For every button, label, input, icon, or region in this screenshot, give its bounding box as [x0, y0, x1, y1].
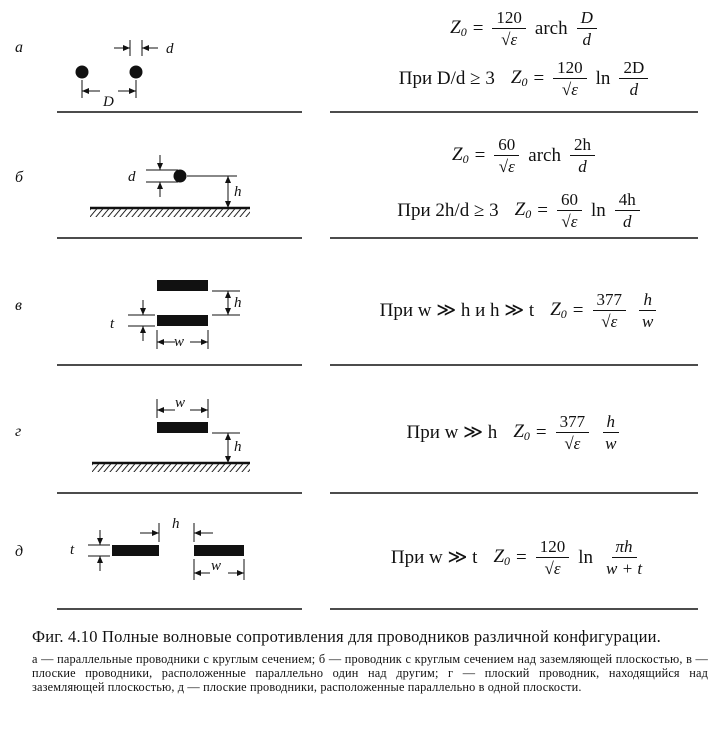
dim-label-D: D [103, 94, 114, 110]
equals-sign: = [516, 546, 527, 568]
row-separators [57, 112, 698, 609]
round-conductor-left [76, 66, 89, 79]
fraction: $\frac{2D}{d}$ [619, 58, 648, 99]
dim-label-w: w [211, 558, 222, 574]
ground-plane-hatch [90, 208, 250, 217]
equals-sign: = [533, 67, 545, 89]
equals-sign: = [572, 299, 584, 321]
formula-line [350, 412, 680, 453]
formula-line [340, 58, 710, 99]
formula-line [335, 190, 705, 231]
ground-plane-hatch [92, 463, 250, 472]
fraction: $\frac{120}{√\varepsilon}$ [492, 8, 526, 49]
equals-sign: = [472, 17, 484, 39]
impedance-symbol: $Z_0$ [514, 199, 532, 221]
condition-text: При D/d ≥ 3 [398, 67, 495, 89]
formula-line [360, 8, 690, 49]
dim-label-h: h [234, 439, 242, 455]
diagram-v [15, 280, 242, 350]
function-name: ln [590, 199, 606, 221]
formula-line [335, 290, 705, 331]
flat-conductor-left [112, 545, 159, 556]
impedance-symbol: $Z_0$ [550, 299, 567, 321]
impedance-symbol: $Z_0$ [510, 67, 528, 89]
dim-label-d: d [128, 169, 136, 185]
dim-label-d: d [166, 41, 174, 57]
caption-text: а — параллельные проводники с круглым сечением; б — проводник с круглым сечением над заземляющей плоскостью, в — плоские проводники, расположенные параллельно один над другим; г — плоский проводник, находящийся над заземляющей плоскостью, д — плоские проводники, расположенные параллельно в одной плоскости. [32, 652, 708, 694]
diagram-a [15, 39, 174, 110]
dim-label-w: w [175, 395, 186, 411]
fraction: $\frac{60}{√\varepsilon}$ [494, 135, 519, 176]
row-letter-v: в [15, 297, 22, 314]
row-letter-a: а [15, 39, 23, 56]
dim-label-t: t [70, 542, 75, 558]
function-name: ln [578, 546, 594, 568]
condition-text: При w ≫ h и h ≫ t [379, 300, 535, 321]
row-letter-g: г [15, 423, 22, 440]
equals-sign: = [537, 199, 548, 221]
dim-label-h: h [172, 516, 180, 532]
row-letter-b: б [15, 169, 24, 186]
figure-caption [32, 627, 708, 694]
function-name: arch [528, 144, 561, 166]
fraction: $\frac{\pi h}{w + t}$ [606, 537, 643, 578]
formula-line [345, 537, 695, 578]
fraction: $\frac{4h}{d}$ [615, 190, 640, 231]
equals-sign: = [535, 421, 547, 443]
flat-conductor [157, 422, 208, 433]
diagram-g [15, 395, 250, 472]
dim-label-w: w [174, 334, 185, 350]
diagram-b [15, 155, 250, 217]
fraction: $\frac{D}{d}$ [577, 8, 597, 49]
caption-title: Фиг. 4.10 Полные волновые сопротивления для проводников различной конфигурации. [32, 627, 661, 646]
impedance-symbol: $Z_0$ [450, 17, 467, 39]
impedance-symbol: $Z_0$ [452, 144, 469, 166]
impedance-symbol: $Z_0$ [513, 421, 530, 443]
function-name: arch [534, 17, 568, 39]
diagram-d [15, 516, 244, 580]
fraction: $\frac{60}{√\varepsilon}$ [557, 190, 582, 231]
fraction: $\frac{h}{w}$ [638, 290, 657, 331]
flat-conductor-right [194, 545, 244, 556]
round-conductor [174, 170, 187, 183]
impedance-symbol: $Z_0$ [493, 546, 511, 568]
round-conductor-right [130, 66, 143, 79]
condition-text: При 2h/d ≥ 3 [397, 199, 499, 221]
fraction: $\frac{377}{√\varepsilon}$ [556, 412, 590, 453]
function-name: ln [595, 67, 611, 89]
flat-conductor-bottom [157, 315, 208, 326]
formula-line [360, 135, 690, 176]
row-letter-d: д [15, 543, 24, 560]
fraction: $\frac{h}{w}$ [601, 412, 620, 453]
fraction: $\frac{2h}{d}$ [570, 135, 595, 176]
dim-label-h: h [234, 184, 242, 200]
fraction: $\frac{377}{√\varepsilon}$ [593, 290, 627, 331]
fraction: $\frac{120}{√\varepsilon}$ [553, 58, 587, 99]
condition-text: При w ≫ h [406, 422, 498, 443]
dim-label-h: h [234, 295, 242, 311]
equals-sign: = [474, 144, 486, 166]
dim-label-t: t [110, 316, 115, 332]
flat-conductor-top [157, 280, 208, 291]
condition-text: При w ≫ t [390, 547, 478, 568]
fraction: $\frac{120}{√\varepsilon}$ [536, 537, 570, 578]
